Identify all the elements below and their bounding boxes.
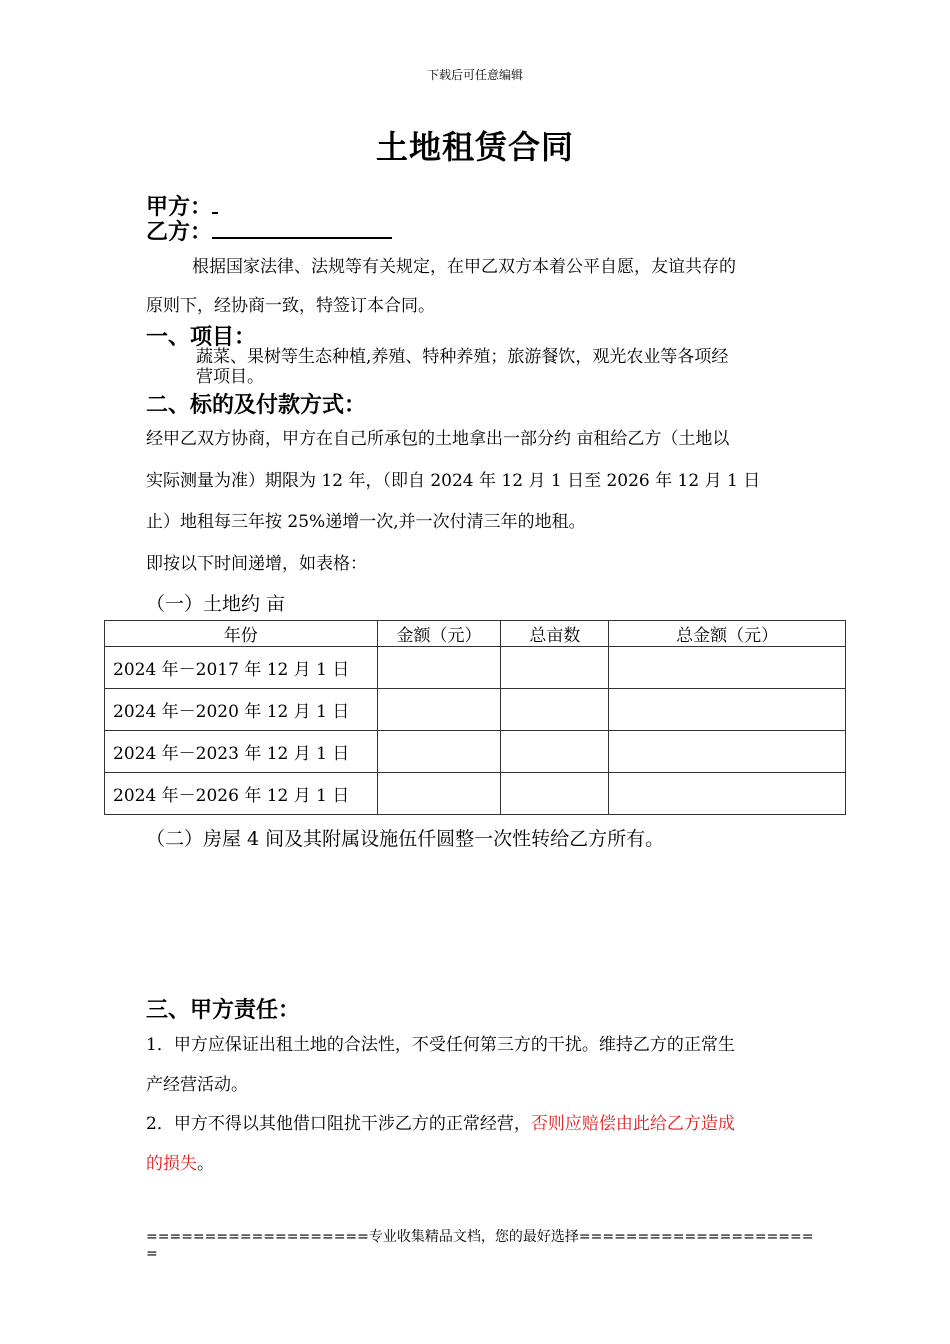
table-cell-period: 2024 年－2020 年 12 月 1 日 <box>105 689 378 731</box>
party-a-blank <box>212 200 218 214</box>
header-note: 下载后可任意编辑 <box>426 68 523 82</box>
table-cell-total-amount <box>609 647 846 689</box>
footer-line-2: = <box>146 1246 158 1262</box>
table-cell-total-mu <box>501 731 609 773</box>
party-b-label: 乙方： <box>146 219 213 245</box>
section-1-line-1: 蔬菜、果树等生态种植,养殖、特种养殖；旅游餐饮，观光农业等各项经 <box>196 347 729 367</box>
section-2-line-1: 经甲乙双方协商，甲方在自己所承包的土地拿出一部分约 亩租给乙方（土地以 <box>146 429 730 449</box>
section-2-line-4: 即按以下时间递增，如表格： <box>146 554 367 574</box>
document-title: 土地租赁合同 <box>375 128 574 166</box>
section-3-item-1-line-2: 产经营活动。 <box>146 1075 248 1095</box>
section-3-item-1-line-1: 1．甲方应保证出租土地的合法性，不受任何第三方的干扰。维持乙方的正常生 <box>146 1035 735 1055</box>
preamble-line-2: 原则下，经协商一致，特签订本合同。 <box>146 296 435 316</box>
section-3-item-2-line-2 <box>146 1154 214 1174</box>
table-cell-total-mu <box>501 647 609 689</box>
table-cell-total-amount <box>609 773 846 815</box>
table-cell-total-mu <box>501 689 609 731</box>
table-row <box>105 773 846 815</box>
table-header-cell: 总金额（元） <box>609 621 846 647</box>
table-header-cell: 金额（元） <box>377 621 501 647</box>
section-2-line-3: 止）地租每三年按 25%递增一次,并一次付清三年的地租。 <box>146 512 586 532</box>
subsection-2-text: （二）房屋 4 间及其附属设施伍仟圆整一次性转给乙方所有。 <box>146 828 665 850</box>
preamble-line-1: 根据国家法律、法规等有关规定，在甲乙双方本着公平自愿，友谊共存的 <box>192 257 736 277</box>
footer-line-1: ===================专业收集精品文档，您的最好选择==================== <box>146 1229 814 1245</box>
section-1-line-2: 营项目。 <box>196 367 264 387</box>
section-3-heading: 三、甲方责任： <box>146 997 301 1023</box>
party-b-blank <box>212 215 392 239</box>
table-header-cell: 总亩数 <box>501 621 609 647</box>
table-cell-amount <box>377 647 501 689</box>
table-cell-total-amount <box>609 731 846 773</box>
party-b-line <box>146 215 392 246</box>
subsection-1-label: （一）土地约 亩 <box>146 593 286 615</box>
table-cell-period: 2024 年－2026 年 12 月 1 日 <box>105 773 378 815</box>
party-a-label: 甲方： <box>146 194 213 220</box>
table-header-cell: 年份 <box>105 621 378 647</box>
table-header-row <box>105 621 846 647</box>
item-2-period: 。 <box>197 1154 214 1174</box>
table-cell-period: 2024 年－2017 年 12 月 1 日 <box>105 647 378 689</box>
table-cell-amount <box>377 731 501 773</box>
table-row <box>105 731 846 773</box>
item-2-red-text-continued: 的损失 <box>146 1154 197 1174</box>
table-cell-total-amount <box>609 689 846 731</box>
section-2-heading: 二、标的及付款方式： <box>146 392 367 418</box>
rent-table <box>104 620 846 815</box>
section-1-heading: 一、项目： <box>146 324 257 350</box>
section-3-item-2-line-1 <box>146 1114 735 1134</box>
table-cell-total-mu <box>501 773 609 815</box>
item-2-text: 2．甲方不得以其他借口阻扰干涉乙方的正常经营， <box>146 1114 531 1134</box>
table-cell-amount <box>377 773 501 815</box>
table-row <box>105 647 846 689</box>
table-cell-period: 2024 年－2023 年 12 月 1 日 <box>105 731 378 773</box>
table-row <box>105 689 846 731</box>
table-cell-amount <box>377 689 501 731</box>
section-2-line-2: 实际测量为准）期限为 12 年，（即自 2024 年 12 月 1 日至 2026 年 12 月 1 日 <box>146 471 761 491</box>
item-2-red-text: 否则应赔偿由此给乙方造成 <box>530 1114 735 1134</box>
